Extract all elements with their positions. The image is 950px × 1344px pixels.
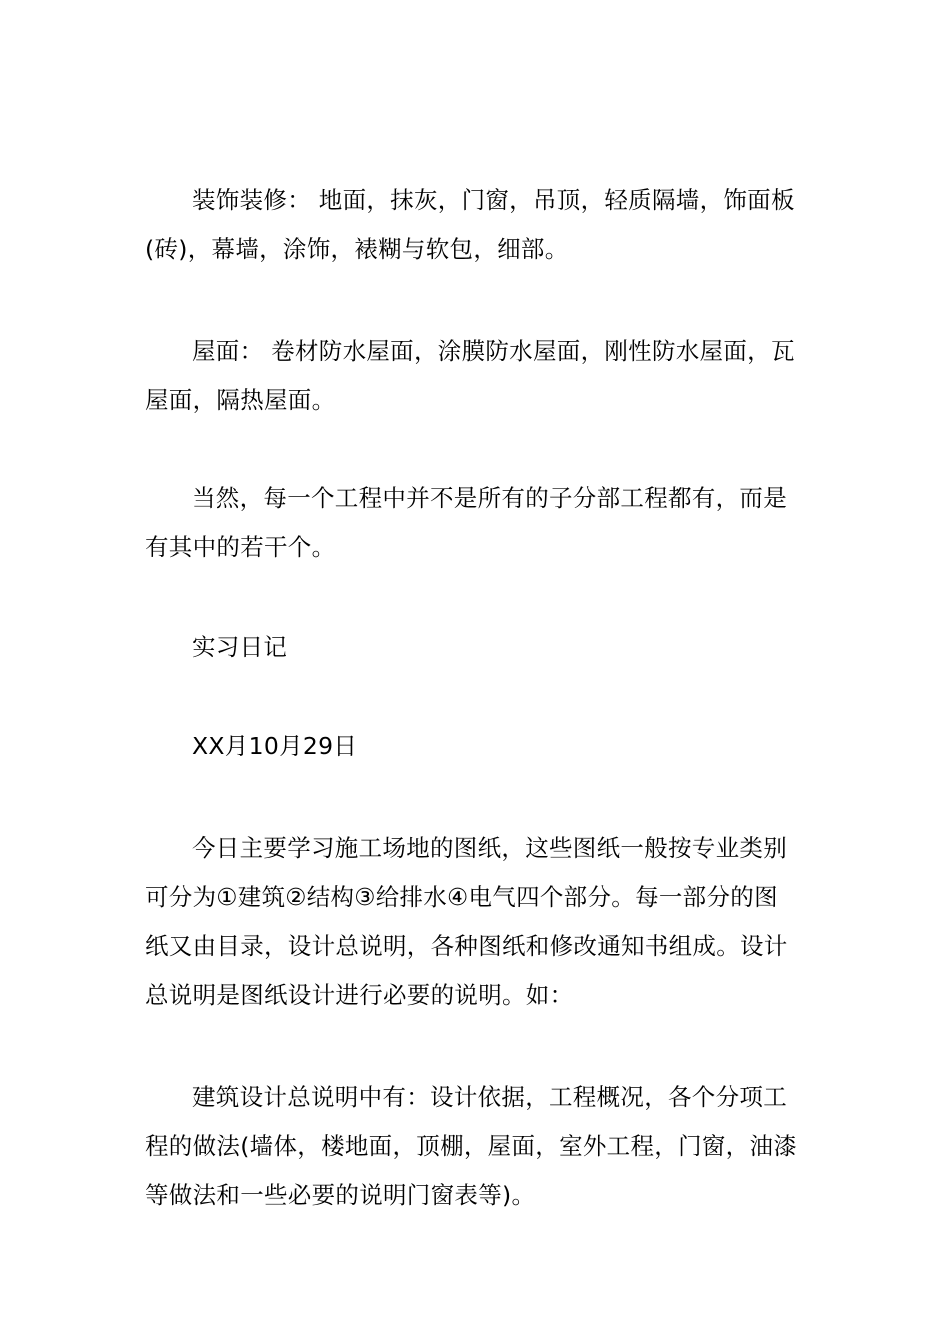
- paragraph-decoration: [145, 176, 809, 274]
- text-line: 总说明是图纸设计进行必要的说明。如：: [145, 981, 574, 1009]
- text-line: 今日主要学习施工场地的图纸，这些图纸一般按专业类别: [192, 834, 787, 862]
- text-line: 屋面： 卷材防水屋面，涂膜防水屋面，刚性防水屋面，瓦: [192, 337, 795, 365]
- text-line: 实习日记: [192, 633, 288, 661]
- paragraph-design-notes: [145, 1073, 809, 1220]
- diary-heading: [145, 623, 809, 672]
- text-line: 装饰装修： 地面，抹灰，门窗，吊顶，轻质隔墙，饰面板: [192, 186, 795, 214]
- text-line: 当然，每一个工程中并不是所有的子分部工程都有，而是: [192, 484, 787, 512]
- text-line: 有其中的若干个。: [145, 533, 336, 561]
- text-line: 纸又由目录，设计总说明，各种图纸和修改通知书组成。设计: [145, 932, 788, 960]
- text-line: 可分为①建筑②结构③给排水④电气四个部分。每一部分的图: [145, 883, 778, 911]
- paragraph-drawings: [145, 824, 809, 1020]
- paragraph-roofing: [145, 327, 809, 425]
- diary-date: [145, 722, 809, 771]
- text-line: 屋面，隔热屋面。: [145, 386, 336, 414]
- text-line: (砖)，幕墙，涂饰，裱糊与软包，细部。: [145, 235, 569, 263]
- text-line: XX月10月29日: [192, 732, 358, 760]
- text-line: 建筑设计总说明中有：设计依据，工程概况，各个分项工: [192, 1083, 787, 1111]
- text-line: 等做法和一些必要的说明门窗表等)。: [145, 1181, 536, 1209]
- paragraph-note: [145, 474, 809, 572]
- text-line: 程的做法(墙体，楼地面，顶棚，屋面，室外工程，门窗，油漆: [145, 1132, 798, 1160]
